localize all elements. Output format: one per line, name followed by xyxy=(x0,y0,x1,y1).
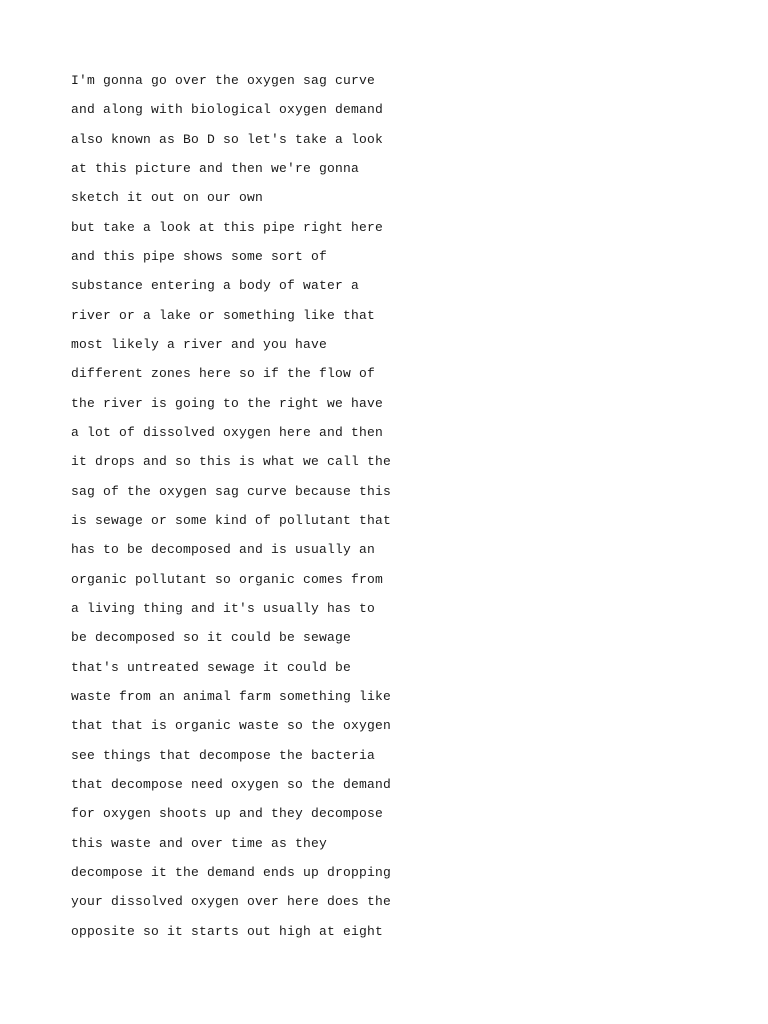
transcript-line: I'm gonna go over the oxygen sag curve xyxy=(71,73,376,88)
transcript-line: and this pipe shows some sort of xyxy=(71,248,328,264)
transcript-line: substance entering a body of water a xyxy=(71,278,360,294)
transcript-line: see things that decompose the bacteria xyxy=(71,747,376,763)
transcript-line: this waste and over time as they xyxy=(71,835,328,851)
transcript-line: a lot of dissolved oxygen here and then xyxy=(71,424,384,440)
transcript-line: waste from an animal farm something like xyxy=(71,688,392,704)
transcript-text xyxy=(71,66,721,946)
transcript-line: the river is going to the right we have xyxy=(71,395,384,411)
transcript-line: and along with biological oxygen demand xyxy=(71,102,384,118)
transcript-line: has to be decomposed and is usually an xyxy=(71,542,376,558)
transcript-line: it drops and so this is what we call the xyxy=(71,454,392,470)
transcript-line: most likely a river and you have xyxy=(71,336,328,352)
transcript-line: also known as Bo D so let's take a look xyxy=(71,131,384,147)
transcript-line: but take a look at this pipe right here xyxy=(71,219,384,235)
transcript-line: be decomposed so it could be sewage xyxy=(71,630,352,646)
transcript-line: different zones here so if the flow of xyxy=(71,366,376,382)
transcript-line: that decompose need oxygen so the demand xyxy=(71,776,392,792)
transcript-line: is sewage or some kind of pollutant that xyxy=(71,512,392,528)
transcript-line: opposite so it starts out high at eight xyxy=(71,923,384,939)
transcript-line: a living thing and it's usually has to xyxy=(71,600,376,616)
transcript-line: that's untreated sewage it could be xyxy=(71,659,352,675)
transcript-line: river or a lake or something like that xyxy=(71,307,376,323)
transcript-line: at this picture and then we're gonna xyxy=(71,160,360,176)
transcript-line: your dissolved oxygen over here does the xyxy=(71,894,392,910)
transcript-line: organic pollutant so organic comes from xyxy=(71,571,384,587)
transcript-line: for oxygen shoots up and they decompose xyxy=(71,806,384,822)
transcript-line: sag of the oxygen sag curve because this xyxy=(71,483,392,499)
transcript-line: that that is organic waste so the oxygen xyxy=(71,718,392,734)
transcript-line: sketch it out on our own xyxy=(71,190,264,206)
transcript-line: decompose it the demand ends up dropping xyxy=(71,864,392,880)
